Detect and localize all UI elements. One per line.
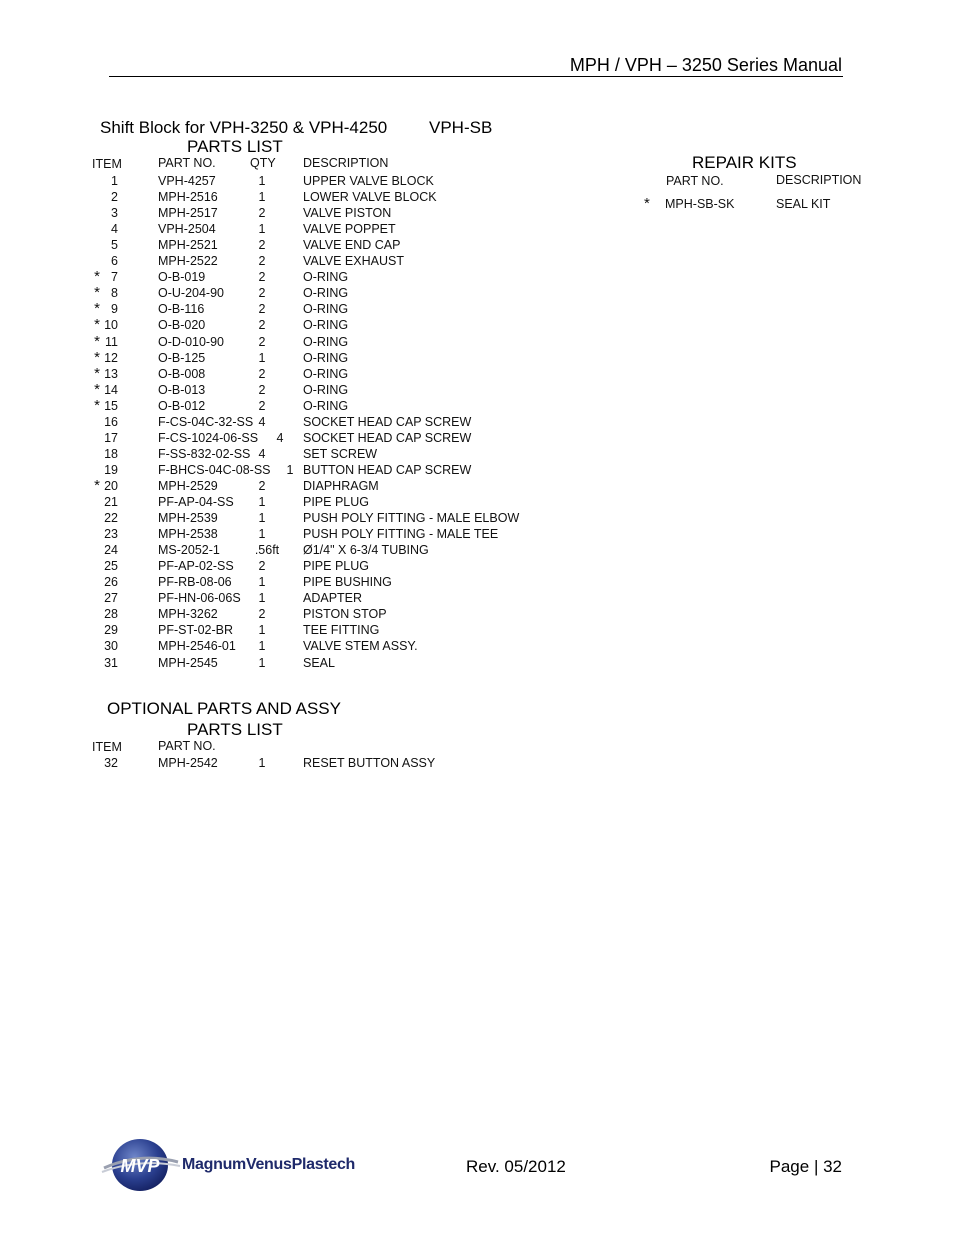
- part-number: MPH-2517: [158, 206, 218, 221]
- table-row: [0, 622, 954, 638]
- part-number: VPH-4257: [158, 174, 216, 188]
- table-row: [0, 590, 954, 606]
- table-row: [0, 253, 954, 269]
- item-number: 14: [104, 382, 118, 397]
- description: RESET BUTTON ASSY: [303, 756, 436, 770]
- svg-text:MVP: MVP: [120, 1156, 160, 1176]
- table-row: [0, 414, 954, 430]
- description: O-RING: [303, 366, 349, 381]
- description: SOCKET HEAD CAP SCREW: [303, 414, 472, 429]
- repair-kit-marker: *: [94, 364, 100, 382]
- table-row: [0, 237, 954, 253]
- table-row: [0, 382, 954, 398]
- repair-kit-marker: *: [94, 476, 100, 494]
- section-code: VPH-SB: [429, 118, 493, 137]
- part-number: MPH-2522: [158, 254, 218, 269]
- quantity: 1: [258, 639, 266, 654]
- part-number: MPH-2542: [158, 756, 218, 770]
- col-header-item: ITEM: [92, 157, 122, 171]
- item-number: 15: [104, 398, 118, 413]
- optional-section-title: OPTIONAL PARTS AND ASSY: [107, 699, 341, 718]
- description: O-RING: [303, 334, 349, 349]
- description: O-RING: [303, 382, 349, 397]
- page-number: Page | 32: [769, 1157, 842, 1176]
- kit-part: MPH-SB-SK: [665, 197, 735, 211]
- item-number: 27: [104, 591, 118, 606]
- description: DIAPHRAGM: [303, 478, 379, 493]
- part-number: F-CS-04C-32-SS: [158, 414, 254, 429]
- item-number: 29: [104, 623, 118, 638]
- repair-kit-marker: *: [94, 348, 100, 366]
- kit-star: *: [644, 195, 650, 212]
- item-number: 2: [111, 190, 118, 205]
- table-row: [0, 755, 954, 771]
- quantity: .56ft: [254, 543, 280, 558]
- description: VALVE EXHAUST: [303, 254, 404, 269]
- description: SEAL: [303, 655, 335, 670]
- table-row: [0, 317, 954, 333]
- quantity: 2: [258, 238, 266, 253]
- quantity: 2: [258, 254, 266, 269]
- description: PUSH POLY FITTING - MALE ELBOW: [303, 511, 520, 526]
- part-number: MPH-2521: [158, 238, 218, 253]
- optional-col-header-item: ITEM: [92, 740, 122, 754]
- item-number: 6: [111, 254, 118, 269]
- repair-kit-marker: *: [94, 316, 100, 334]
- item-number: 24: [104, 543, 118, 558]
- item-number: 26: [104, 575, 118, 590]
- part-number: O-B-116: [158, 302, 205, 317]
- part-number: O-B-013: [158, 382, 206, 397]
- part-number: MS-2052-1: [158, 543, 220, 558]
- item-number: 20: [104, 478, 118, 493]
- description: Ø1/4" X 6-3/4 TUBING: [303, 543, 429, 558]
- part-number: MPH-2539: [158, 511, 218, 526]
- item-number: 22: [104, 511, 118, 526]
- part-number: MPH-3262: [158, 607, 218, 622]
- repair-kit-marker: *: [94, 268, 100, 286]
- quantity: 2: [258, 318, 266, 333]
- description: VALVE END CAP: [303, 238, 401, 253]
- table-row: [0, 558, 954, 574]
- item-number: 7: [111, 270, 118, 285]
- description: O-RING: [303, 398, 349, 413]
- repair-kit-marker: *: [94, 284, 100, 302]
- quantity: 1: [258, 511, 266, 526]
- part-number: F-CS-1024-06-SS: [158, 430, 259, 445]
- description: O-RING: [303, 350, 349, 365]
- part-number: PF-HN-06-06S: [158, 591, 241, 606]
- quantity: 2: [258, 366, 266, 381]
- kit-desc: SEAL KIT: [776, 197, 831, 211]
- part-number: O-B-012: [158, 398, 206, 413]
- quantity: 2: [258, 206, 266, 221]
- optional-parts-list-title: PARTS LIST: [187, 720, 283, 739]
- item-number: 32: [104, 756, 118, 770]
- repair-kit-marker: *: [94, 300, 100, 318]
- table-row: [0, 494, 954, 510]
- part-number: MPH-2546-01: [158, 639, 236, 654]
- quantity: 2: [258, 286, 266, 301]
- table-row: [0, 510, 954, 526]
- quantity: 1: [258, 655, 266, 670]
- description: VALVE PISTON: [303, 206, 392, 221]
- part-number: PF-RB-08-06: [158, 575, 232, 590]
- description: PIPE PLUG: [303, 495, 369, 509]
- quantity: 4: [276, 430, 284, 445]
- quantity: 4: [258, 446, 266, 461]
- description: PISTON STOP: [303, 607, 387, 622]
- table-row: [0, 655, 954, 671]
- description: SOCKET HEAD CAP SCREW: [303, 430, 472, 445]
- part-number: PF-ST-02-BR: [158, 623, 234, 638]
- item-number: 21: [104, 495, 118, 509]
- revision-date: Rev. 05/2012: [466, 1157, 566, 1176]
- table-row: [0, 606, 954, 622]
- item-number: 8: [111, 286, 118, 301]
- part-number: O-B-125: [158, 350, 206, 365]
- item-number: 4: [111, 222, 118, 237]
- part-number: PF-AP-02-SS: [158, 559, 234, 574]
- description: LOWER VALVE BLOCK: [303, 190, 437, 205]
- repair-kit-marker: *: [94, 380, 100, 398]
- part-number: PF-AP-04-SS: [158, 495, 234, 509]
- repair-kit-marker: *: [94, 332, 100, 350]
- table-row: [0, 398, 954, 414]
- part-number: O-B-019: [158, 270, 206, 285]
- description: O-RING: [303, 318, 349, 333]
- table-row: [0, 430, 954, 446]
- col-header-desc: DESCRIPTION: [303, 156, 389, 170]
- quantity: 1: [258, 623, 266, 638]
- part-number: VPH-2504: [158, 222, 216, 237]
- quantity: 1: [258, 350, 266, 365]
- section-title: Shift Block for VPH-3250 & VPH-4250: [100, 118, 388, 137]
- item-number: 9: [111, 302, 118, 317]
- item-number: 18: [104, 446, 118, 461]
- part-number: MPH-2529: [158, 478, 218, 493]
- part-number: MPH-2516: [158, 190, 218, 205]
- table-row: [0, 478, 954, 494]
- table-row: [0, 350, 954, 366]
- quantity: 1: [258, 591, 266, 606]
- quantity: 2: [258, 382, 266, 397]
- quantity: 2: [258, 334, 266, 349]
- quantity: 1: [258, 756, 266, 770]
- quantity: 2: [258, 398, 266, 413]
- item-number: 31: [104, 655, 118, 670]
- item-number: 19: [104, 462, 118, 477]
- part-number: O-U-204-90: [158, 286, 224, 301]
- item-number: 13: [104, 366, 118, 381]
- quantity: 1: [286, 462, 294, 477]
- quantity: 4: [258, 414, 266, 429]
- quantity: 2: [258, 270, 266, 285]
- description: SET SCREW: [303, 446, 378, 461]
- table-row: [0, 446, 954, 462]
- description: O-RING: [303, 270, 349, 285]
- table-row: [0, 334, 954, 350]
- table-row: [0, 462, 954, 478]
- item-number: 12: [104, 350, 118, 365]
- header-divider: [109, 76, 843, 77]
- table-row: [0, 638, 954, 654]
- item-number: 17: [104, 430, 118, 445]
- item-number: 3: [111, 206, 118, 221]
- table-row: [0, 526, 954, 542]
- part-number: F-SS-832-02-SS: [158, 446, 251, 461]
- table-row: [0, 574, 954, 590]
- description: UPPER VALVE BLOCK: [303, 174, 434, 188]
- quantity: 1: [258, 495, 266, 509]
- quantity: 2: [258, 559, 266, 574]
- item-number: 1: [111, 174, 118, 188]
- description: PIPE PLUG: [303, 559, 369, 574]
- manual-title: MPH / VPH – 3250 Series Manual: [569, 55, 842, 75]
- repair-kits-title: REPAIR KITS: [692, 153, 797, 172]
- optional-col-header-part: PART NO.: [158, 739, 216, 753]
- quantity: 1: [258, 575, 266, 590]
- description: VALVE STEM ASSY.: [303, 639, 418, 654]
- description: VALVE POPPET: [303, 222, 396, 237]
- description: PIPE BUSHING: [303, 575, 392, 590]
- part-number: O-B-008: [158, 366, 206, 381]
- description: ADAPTER: [303, 591, 363, 606]
- company-name: MagnumVenusPlastech: [182, 1156, 356, 1173]
- quantity: 1: [258, 527, 266, 542]
- quantity: 1: [258, 174, 266, 188]
- item-number: 23: [104, 527, 118, 542]
- description: PUSH POLY FITTING - MALE TEE: [303, 527, 499, 542]
- part-number: MPH-2545: [158, 655, 218, 670]
- item-number: 30: [104, 639, 118, 654]
- table-row: [0, 269, 954, 285]
- quantity: 2: [258, 302, 266, 317]
- item-number: 10: [104, 318, 118, 333]
- table-row: [0, 285, 954, 301]
- kit-col-header-desc: DESCRIPTION: [776, 173, 862, 187]
- table-row: [0, 366, 954, 382]
- repair-kit-marker: *: [94, 396, 100, 414]
- part-number: O-D-010-90: [158, 334, 224, 349]
- table-row: [0, 542, 954, 558]
- kit-col-header-part: PART NO.: [666, 174, 724, 188]
- item-number: 25: [104, 559, 118, 574]
- quantity: 2: [258, 607, 266, 622]
- description: O-RING: [303, 302, 349, 317]
- item-number: 5: [111, 238, 118, 253]
- mvp-globe-icon: [100, 1132, 182, 1192]
- quantity: 1: [258, 190, 266, 205]
- table-row: [0, 301, 954, 317]
- item-number: 28: [104, 607, 118, 622]
- company-logo: [100, 1132, 390, 1192]
- kit-row: [640, 196, 880, 212]
- item-number: 16: [104, 414, 118, 429]
- quantity: 1: [258, 222, 266, 237]
- description: TEE FITTING: [303, 623, 380, 638]
- part-number: F-BHCS-04C-08-SS: [158, 462, 271, 477]
- part-number: MPH-2538: [158, 527, 218, 542]
- col-header-qty: QTY: [250, 156, 276, 170]
- quantity: 2: [258, 478, 266, 493]
- description: BUTTON HEAD CAP SCREW: [303, 462, 472, 477]
- description: O-RING: [303, 286, 349, 301]
- part-number: O-B-020: [158, 318, 206, 333]
- parts-list-title: PARTS LIST: [187, 137, 283, 156]
- col-header-part: PART NO.: [158, 156, 216, 170]
- table-row: [0, 221, 954, 237]
- item-number: 11: [105, 334, 118, 349]
